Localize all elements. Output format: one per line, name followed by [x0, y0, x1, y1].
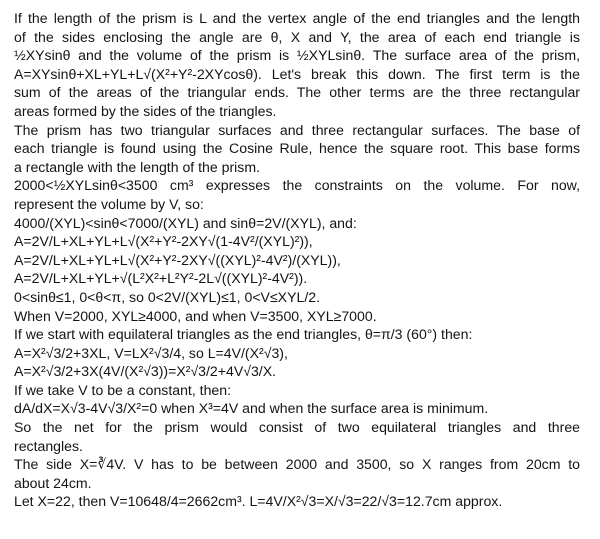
text-line: ½XYsinθ and the volume of the prism is ½XYLsinθ. The surface area of the prism,: [14, 47, 580, 64]
text-line: about 24cm.: [14, 474, 92, 491]
text-line: A=XYsinθ+XL+YL+L√(X²+Y²-2XYcosθ). Let's break this down. The first term is the: [14, 65, 580, 82]
text-line: A=X²√3/2+3XL, V=LX²√3/4, so L=4V/(X²√3),: [14, 344, 288, 361]
text-line: of the sides enclosing the angle are θ, X and Y, the area of each end triangle is: [14, 28, 580, 45]
text-line: If the length of the prism is L and the vertex angle of the end triangles and the length: [14, 10, 580, 26]
text-line: Let X=22, then V=10648/4=2662cm³. L=4V/X²√3=X/√3=22/√3=12.7cm approx.: [14, 493, 503, 510]
text-line: When V=2000, XYL≥4000, and when V=3500, XYL≥7000.: [14, 307, 377, 324]
text-line: sum of the areas of the triangular ends. The other terms are the three rectangular: [14, 84, 580, 101]
text-line: each triangle is found using the Cosine Rule, hence the square root. This base forms: [14, 140, 580, 157]
text-line: dA/dX=X√3-4V√3/X²=0 when X³=4V and when the surface area is minimum.: [14, 400, 489, 417]
text-line: a rectangle with the length of the prism.: [14, 158, 260, 175]
text-line: A=X²√3/2+3X(4V/(X²√3))=X²√3/2+4V√3/X.: [14, 363, 277, 380]
text-line: If we start with equilateral triangles as the end triangles, θ=π/3 (60°) then:: [14, 326, 473, 343]
text-line: areas formed by the sides of the triangles.: [14, 102, 277, 119]
text-line: 0<sinθ≤1, 0<θ<π, so 0<2V/(XYL)≤1, 0<V≤XYL/2.: [14, 288, 320, 305]
text-line: The prism has two triangular surfaces and three rectangular surfaces. The base of: [14, 121, 580, 138]
text-line: represent the volume by V, so:: [14, 195, 204, 212]
text-line: A=2V/L+XL+YL+√(L²X²+L²Y²-2L√((XYL)²-4V²)).: [14, 270, 308, 287]
text-line: A=2V/L+XL+YL+L√(X²+Y²-2XY√((XYL)²-4V²)/(XYL)),: [14, 251, 341, 268]
text-line: So the net for the prism would consist of two equilateral triangles and three: [14, 419, 580, 436]
text-line: 4000/(XYL)<sinθ<7000/(XYL) and sinθ=2V/(XYL), and:: [14, 214, 357, 231]
document-body: [14, 9, 580, 511]
text-line: A=2V/L+XL+YL+L√(X²+Y²-2XY√(1-4V²/(XYL)²)),: [14, 233, 313, 250]
text-line: 2000<½XYLsinθ<3500 cm³ expresses the constraints on the volume. For now,: [14, 177, 580, 194]
text-line: If we take V to be a constant, then:: [14, 381, 232, 398]
text-line: rectangles.: [14, 437, 83, 454]
text-line: The side X=∛4V. V has to be between 2000 and 3500, so X ranges from 20cm to: [14, 456, 580, 473]
